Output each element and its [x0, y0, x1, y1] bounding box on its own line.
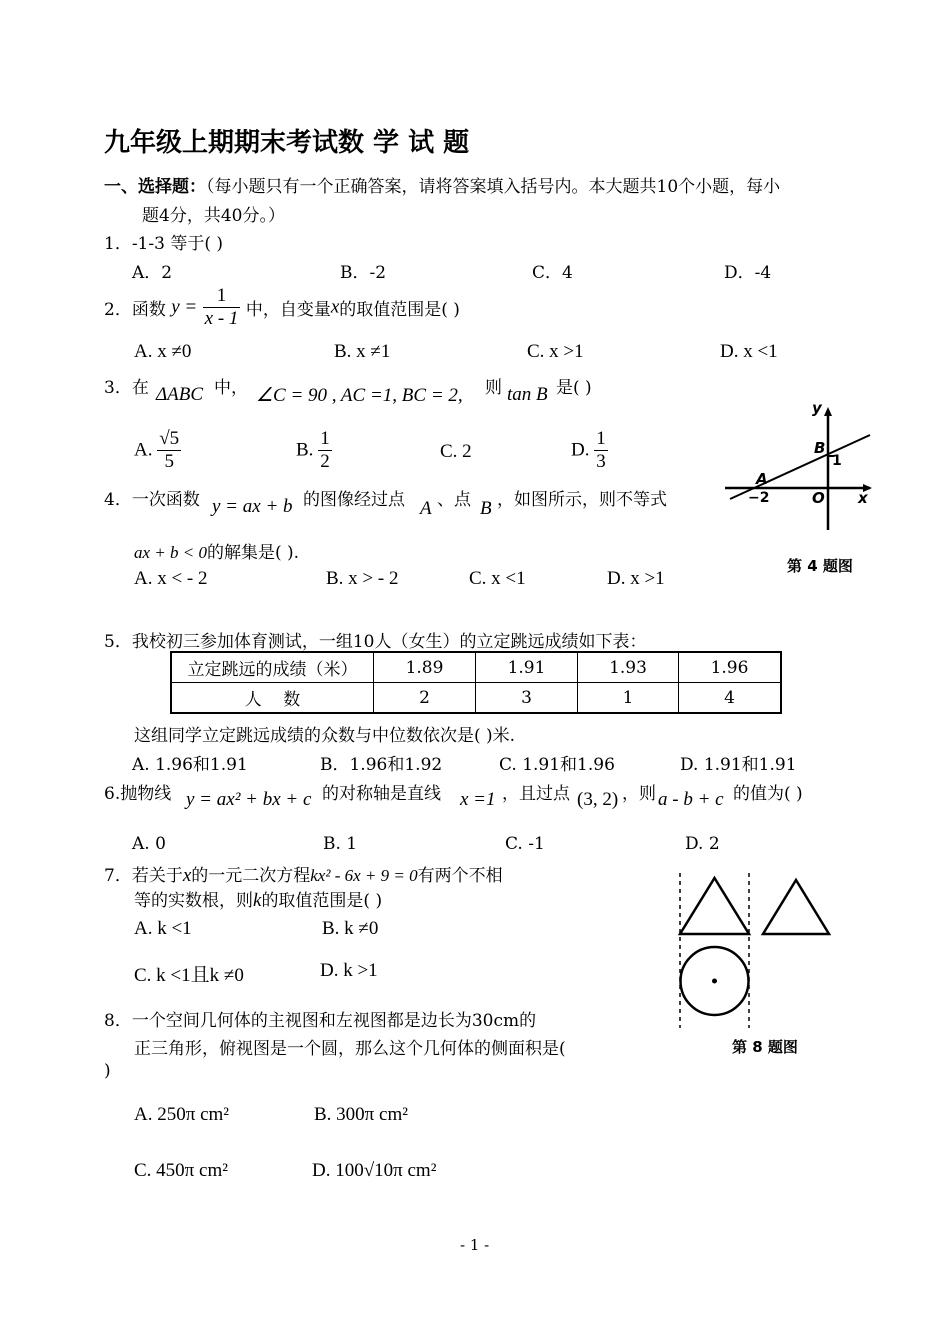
q3-option-d	[571, 428, 608, 473]
q2-num: 2．函数	[104, 300, 166, 320]
q8-option-d: D. 100√10π cm²	[312, 1160, 437, 1181]
q4-y-arrow	[824, 407, 832, 416]
table-cell: 4	[679, 683, 782, 714]
q5-table	[170, 651, 782, 714]
q6-mid3: ，则	[622, 784, 656, 804]
q8-option-b: B. 300π cm²	[314, 1104, 408, 1125]
q7-option-a: A. k <1	[134, 918, 192, 939]
q5-option-a: A. 1.96和1.91	[132, 755, 248, 775]
table-cell: 1.93	[578, 652, 679, 683]
q3-opt-b-num: 1	[320, 428, 330, 449]
q3-opt-d-label: D.	[571, 439, 590, 461]
q8-option-c: C. 450π cm²	[134, 1160, 228, 1181]
q8-figure-caption: 第 8 题图	[732, 1038, 798, 1056]
q7-option-c: C. k <1且k ≠0	[134, 965, 244, 986]
q4-figure	[720, 395, 880, 535]
q3-opt-b-label: B.	[296, 439, 314, 461]
q4-label-b: B	[814, 439, 826, 457]
q4-label-a: A	[756, 470, 768, 488]
q3-option-c: C. 2	[440, 441, 472, 462]
q5-option-c: C. 1.91和1.96	[499, 755, 615, 775]
q4-label-neg2: −2	[748, 490, 770, 506]
q7-line1	[104, 861, 503, 887]
q4-eq: y = ax + b	[212, 496, 293, 517]
q4-label-y: y	[812, 399, 822, 417]
q6-axis: x =1	[460, 789, 496, 810]
q2-y-eq: y =	[171, 296, 198, 318]
q7-line1a: 7．若关于	[104, 866, 183, 886]
q7-line2	[134, 886, 382, 912]
q6-num: 6.抛物线	[104, 784, 172, 804]
q4-tail: ，如图所示，则不等式	[497, 490, 667, 510]
q3-num: 3．在	[104, 378, 149, 398]
q7-line1b: 的一元二次方程	[191, 866, 311, 886]
q2-mid: 中，自变量	[245, 300, 331, 320]
q6-eq: y = ax² + bx + c	[186, 789, 312, 810]
q3-opt-a-frac	[157, 428, 181, 473]
q4-option-d: D. x >1	[607, 568, 665, 589]
table-header-cell: 立定跳远的成绩（米）	[171, 652, 374, 683]
q8-line2: 正三角形，俯视图是一个圆，那么这个几何体的侧面积是(	[134, 1039, 566, 1059]
q7-var: x	[182, 865, 192, 886]
q4-num: 4．一次函数	[104, 490, 200, 510]
section-label: 一、选择题：	[104, 177, 206, 197]
q4-point-a: A	[420, 498, 432, 519]
q6-mid2: ，且过点	[502, 784, 570, 804]
q6-mid1: 的对称轴是直线	[322, 784, 441, 804]
q1-option-a: A．2	[132, 263, 173, 283]
q2-frac-num: 1	[203, 285, 241, 308]
q3-triangle: ΔABC	[156, 384, 204, 405]
q3-opt-a-num: √5	[159, 428, 180, 449]
q4-ineq: ax + b < 0	[134, 543, 207, 562]
q3-opt-d-frac	[594, 428, 608, 473]
table-cell: 3	[476, 683, 578, 714]
q3-opt-b-den: 2	[320, 451, 330, 472]
q3-zhong: 中，	[214, 378, 248, 398]
q5-option-b: B．1.96和1.92	[320, 755, 443, 775]
q7-option-d: D. k >1	[320, 960, 378, 981]
q3-opt-a-label: A.	[134, 439, 153, 461]
q3-opt-d-num: 1	[596, 428, 606, 449]
q4-point-b: B	[480, 498, 492, 519]
q8-line1: 8．一个空间几何体的主视图和左视图都是边长为30cm的	[104, 1011, 537, 1031]
q8-option-a: A. 250π cm²	[134, 1104, 229, 1125]
q4-tail2: 的解集是( ).	[207, 543, 300, 563]
q2-frac-den: x - 1	[204, 308, 239, 329]
q3-tan: tan B	[507, 384, 548, 405]
q2-option-c: C. x >1	[527, 341, 584, 362]
q2-fraction	[203, 285, 241, 330]
q5-stem: 5．我校初三参加体育测试，一组10人（女生）的立定跳远成绩如下表：	[104, 632, 647, 652]
q2-option-d: D. x <1	[720, 341, 778, 362]
q6-option-a: A. 0	[132, 834, 166, 854]
q3-option-a	[134, 428, 181, 473]
table-row	[171, 683, 781, 714]
table-header-cell: 人 数	[171, 683, 374, 714]
q4-label-x: x	[858, 489, 868, 507]
q2-option-a: A. x ≠0	[134, 341, 192, 362]
q7-line1c: 有两个不相	[417, 866, 503, 886]
q5-after: 这组同学立定跳远成绩的众数与中位数依次是( )米.	[134, 726, 516, 746]
q7-line2a: 等的实数根，则	[134, 891, 253, 911]
section-instructions: （每小题只有一个正确答案，请将答案填入括号内。本大题共10个小题，每小	[206, 177, 781, 197]
q1-option-b: B．-2	[340, 263, 387, 283]
table-cell: 1.96	[679, 652, 782, 683]
q4-option-a: A. x < - 2	[134, 568, 208, 589]
q3-option-b	[296, 428, 332, 473]
q2-option-b: B. x ≠1	[334, 341, 391, 362]
q7-k: k	[253, 890, 262, 911]
table-row	[171, 652, 781, 683]
q1-option-c: C．4	[532, 263, 573, 283]
q7-eq: kx² - 6x + 9 = 0	[310, 866, 418, 885]
q5-option-d: D. 1.91和1.91	[680, 755, 797, 775]
page-title: 九年级上期期末考试数 学 试 题	[104, 128, 470, 158]
q6-option-c: C. -1	[505, 834, 545, 854]
q6-tail: 的值为( )	[733, 784, 803, 804]
table-cell: 1	[578, 683, 679, 714]
q3-condition: ∠C = 90 , AC =1, BC = 2,	[256, 385, 463, 406]
q4-option-b: B. x > - 2	[326, 568, 399, 589]
q3-opt-d-den: 3	[596, 451, 606, 472]
q7-line2b: 的取值范围是( )	[261, 891, 383, 911]
q8-line3: )	[104, 1061, 111, 1081]
table-cell: 1.91	[476, 652, 578, 683]
q6-option-b: B. 1	[323, 834, 358, 854]
q6-expr: a - b + c	[658, 789, 724, 810]
page-number: - 1 -	[460, 1236, 490, 1254]
table-cell: 1.89	[374, 652, 476, 683]
q8-front-view-triangle	[680, 878, 749, 934]
q4-label-one: 1	[832, 453, 842, 469]
q3-opt-b-frac	[318, 428, 332, 473]
q7-option-b: B. k ≠0	[322, 918, 379, 939]
table-cell: 2	[374, 683, 476, 714]
q8-figure	[660, 868, 850, 1028]
q4-figure-caption: 第 4 题图	[787, 557, 853, 575]
q8-side-view-triangle	[763, 880, 829, 934]
q6-point: (3, 2)	[577, 789, 619, 810]
q4-line2	[134, 538, 299, 563]
section-instructions-cont: 题4分，共40分。）	[142, 206, 285, 226]
q4-mid1: 的图像经过点	[303, 490, 405, 510]
q1-stem: 1．-1-3 等于( )	[104, 234, 224, 254]
section-heading	[104, 172, 780, 197]
q3-opt-a-den: 5	[164, 451, 174, 472]
q4-label-origin: O	[812, 489, 825, 507]
q4-option-c: C. x <1	[469, 568, 526, 589]
q1-option-d: D．-4	[724, 263, 772, 283]
q6-option-d: D. 2	[685, 834, 720, 854]
q8-circle-center	[712, 979, 717, 984]
q3-ze: 则	[485, 378, 502, 398]
q2-var: x	[330, 296, 340, 318]
q2-stem	[104, 285, 460, 330]
q4-mid2: 、点	[437, 490, 471, 510]
q3-tail: 是( )	[556, 378, 592, 398]
q2-tail: 的取值范围是( )	[339, 300, 460, 320]
